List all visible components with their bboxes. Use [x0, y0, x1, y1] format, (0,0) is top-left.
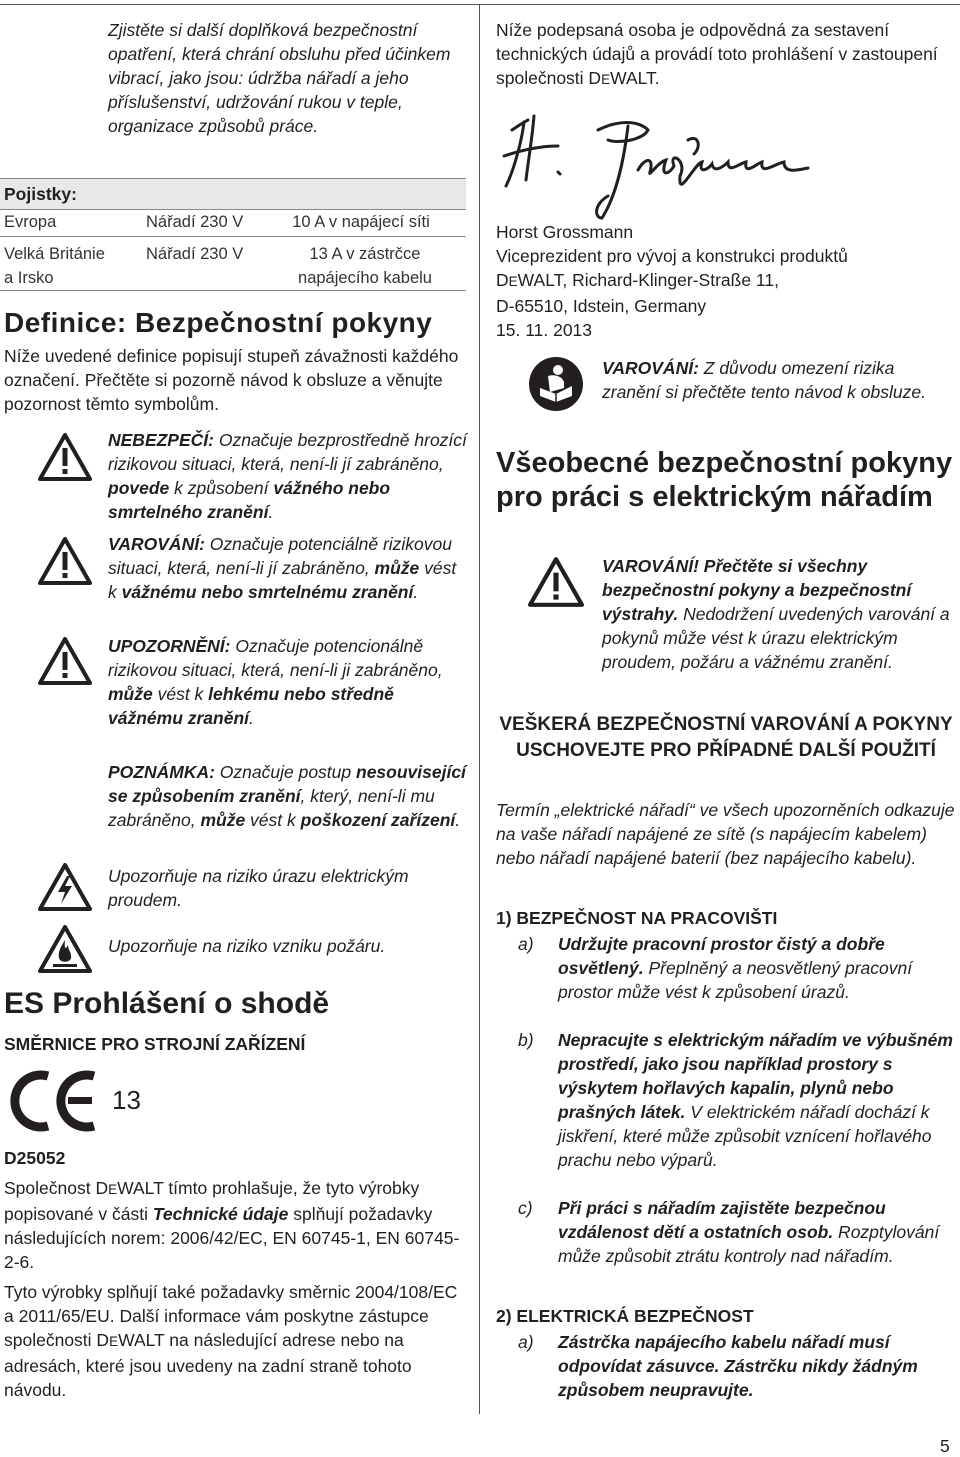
manual-warning: VAROVÁNÍ: Z důvodu omezení rizika zranění si přečtěte tento návod k obsluze.	[602, 358, 926, 402]
declaration-text: Společnost DEWALT tímto prohlašuje, že tyto výrobky popisované v části Technické údaje splňují požadavky následujících norem: 2006/42/EC, EN 60745-1, EN 60745-2-6.	[4, 1178, 460, 1272]
signer-name: Horst Grossmann	[496, 222, 634, 242]
handwritten-signature	[498, 100, 818, 220]
signer-city: D-65510, Idstein, Germany	[496, 296, 707, 316]
definitions-title: Definice: Bezpečnostní pokyny	[4, 307, 433, 338]
declaration-text-2: Tyto výrobky splňují také požadavky směrnic 2004/108/EC a 2011/65/EU. Další informace vám poskytne zástupce společnosti DEWALT na následující adrese nebo na adresách, které jsou uvedeny na zadní straně tohoto návodu.	[4, 1282, 458, 1400]
electric-text: Upozorňuje na riziko úrazu elektrickým proudem.	[108, 866, 409, 910]
signer-date: 15. 11. 2013	[496, 320, 593, 340]
definitions-text: Níže uvedené definice popisují stupeň závažnosti každého označení. Přečtěte si pozorně návod k obsluze a věnujte pozornost těmto symbolům.	[4, 346, 459, 414]
general-warning-text: VAROVÁNÍ! Přečtěte si všechny bezpečnostní pokyny a bezpečnostní výstrahy. Nedodržení uvedených varování a pokynů může vést k úrazu elektrickým proudem, požáru a vážnému zranění.	[602, 556, 950, 672]
electric-shock-icon	[38, 862, 92, 912]
top-rule	[0, 4, 960, 5]
warning-text: VAROVÁNÍ: Označuje potenciálně rizikovou situaci, která, není-li jí zabráněno, může vést k vážnému nebo smrtelnému zranění.	[108, 534, 457, 602]
fire-text: Upozorňuje na riziko vzniku požáru.	[108, 936, 386, 956]
fuse-divider	[0, 290, 466, 291]
fuse-tool: Nářadí 230 V	[146, 213, 244, 231]
fuse-region: Evropa	[4, 213, 57, 231]
responsibility-text: Níže podepsaná osoba je odpovědná za sestavení technických údajů a provádí toto prohlášení v zastoupení společnosti DEWALT.	[496, 20, 938, 88]
note-text: POZNÁMKA: Označuje postup nesouvisející se způsobením zranění, který, není-li mu zabráněno, může vést k poškození zařízení.	[108, 762, 466, 830]
term-definition: Termín „elektrické nářadí“ ve všech upozorněních odkazuje na vaše nářadí napájené ze sítě (s napájecím kabelem) nebo nářadí napájené baterií (bez napájecího kabelu).	[496, 800, 955, 868]
fuse-table-title: Pojistky:	[0, 178, 466, 210]
danger-text: NEBEZPEČÍ: Označuje bezprostředně hrozící rizikovou situaci, která, není-li jí zabráněno, povede k způsobení vážného nebo smrtelného zranění.	[108, 430, 467, 522]
page-number: 5	[940, 1436, 950, 1456]
save-instructions: VEŠKERÁ BEZPEČNOSTNÍ VAROVÁNÍ A POKYNY USCHOVEJTE PRO PŘÍPADNÉ DALŠÍ POUŽITÍ	[499, 714, 953, 761]
signer-address: DEWALT, Richard-Klinger-Straße 11,	[496, 270, 779, 290]
signer-block	[496, 220, 956, 342]
caution-icon	[38, 636, 92, 686]
fuse-value: 13 A v zástrčce napájecího kabelu	[298, 245, 432, 287]
column-divider	[479, 4, 480, 1414]
general-safety-title: Všeobecné bezpečnostní pokyny pro práci s elektrickým nářadím	[496, 447, 953, 513]
general-warning-icon	[528, 556, 584, 608]
ce-mark-icon	[8, 1068, 98, 1132]
vibration-text: Zjistěte si další doplňková bezpečnostní opatření, která chrání obsluhu před účinkem vibrací, jako jsou: údržba nářadí a jeho příslušenství, udržování rukou v teple, organizace způsobů práce.	[108, 20, 451, 136]
caution-text: UPOZORNĚNÍ: Označuje potencionálně rizikovou situaci, která, není-li ji zabráněno, může vést k lehkému nebo středně vážnému zranění.	[108, 636, 443, 728]
declaration-title: ES Prohlášení o shodě	[4, 987, 330, 1020]
danger-warning-icon	[38, 432, 92, 482]
section-heading: 1) BEZPEČNOST NA PRACOVIŠTI	[496, 908, 778, 928]
fuse-divider	[0, 236, 466, 237]
fuse-value: 10 A v napájecí síti	[292, 213, 430, 231]
fuse-tool: Nářadí 230 V	[146, 245, 244, 263]
model-number: D25052	[4, 1148, 66, 1168]
signer-role: Viceprezident pro vývoj a konstrukci produktů	[496, 246, 848, 266]
directive-heading: SMĚRNICE PRO STROJNÍ ZAŘÍZENÍ	[4, 1034, 306, 1054]
fire-icon	[38, 924, 92, 974]
section-heading: 2) ELEKTRICKÁ BEZPEČNOST	[496, 1306, 754, 1326]
read-manual-icon	[528, 356, 584, 412]
fuse-region: Velká Británie a Irsko	[4, 245, 105, 287]
warning-icon	[38, 536, 92, 586]
ce-number: 13	[112, 1085, 141, 1115]
